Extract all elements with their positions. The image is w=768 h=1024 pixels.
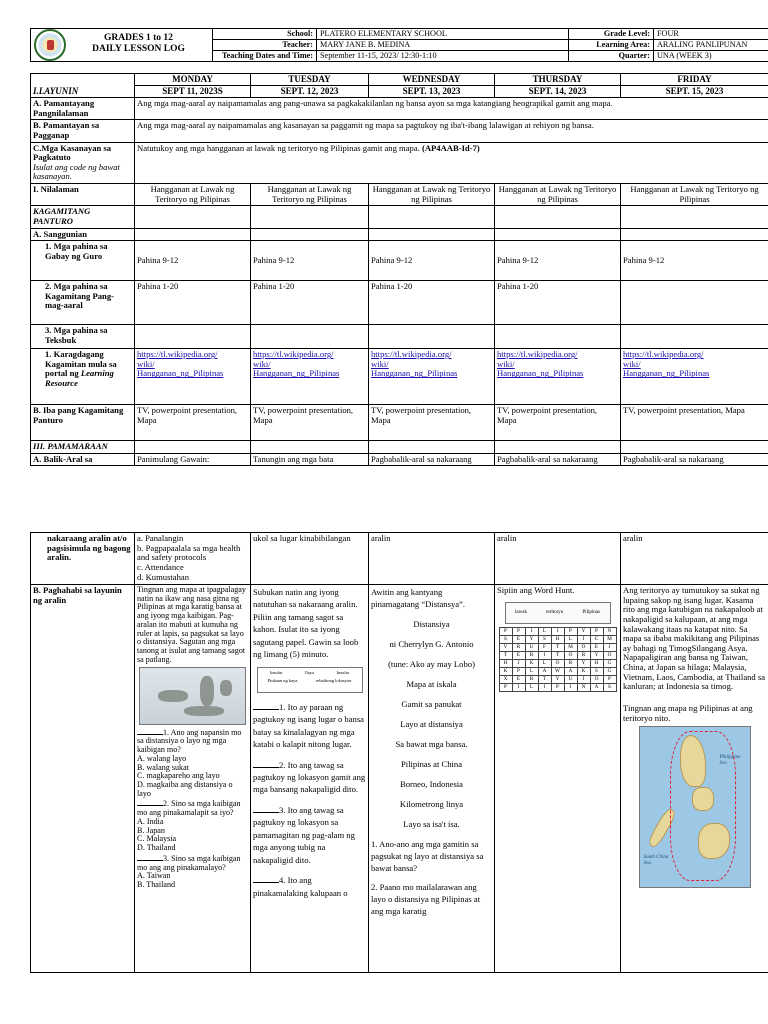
word-hunt-letter: T: [499, 651, 512, 659]
word-hunt-letter: Y: [590, 651, 603, 659]
word-hunt-letter: U: [564, 675, 577, 683]
fri-intro: Ang teritoryo ay tumutukoy sa sukat ng lupaing sakop ng isang lugar. Kasama rito ang mga katubigan na nakapaloob at nakapaligid sa kalupaan, at ang mga kalawakang itaas na katapat nito. Sa mapa sa ibaba makikitang ang Pilipinas ay bahagi ng TimogSilangang Asya. Napapaligiran ang bansa ng Taiwan, China, at Japan sa hilaga; Malaysia, Vietnam, Laos, Cambodia, at Thailand sa kanluran; at Indonesia sa timog.: [623, 585, 766, 692]
word-hunt-letter: N: [603, 627, 616, 635]
paghahabi-friday: [621, 585, 768, 973]
resource-link[interactable]: https://tl.wikipedia.org/: [137, 349, 218, 360]
word-hunt-letter: P: [551, 683, 564, 691]
word-hunt-word: lawak: [515, 609, 527, 615]
word-choice-box: [257, 667, 363, 693]
karagdagan-label: 1. Karagdagang Kagamitan mula sa portal ng: [45, 349, 117, 379]
word-hunt-letter: P: [603, 675, 616, 683]
layunin-heading: I.LAYUNIN: [31, 74, 135, 98]
mon-intro: Tingnan ang mapa at ipagpalagay natin na ikaw ang nasa gitna ng Pilipinas at mga karatig bansa at ang iyong mga kaibigan. Pag-aralan ito mabuti at kumuha ng ruler at lapis, sa pagsukat sa layo o distansiya. Sagutan ang mga tanong at isulat ang tamang sagot sa patlang.: [137, 585, 246, 664]
word-hunt-letter: R: [525, 675, 538, 683]
word-hunt-letter: P: [564, 627, 577, 635]
balik-friday: Pagbabalik-aral sa nakaraang: [621, 453, 768, 466]
word-hunt-letter: W: [551, 667, 564, 675]
pamantayang-pangnilalaman-text: Ang mga mag-aaral ay naipamamalas ang pang-unawa sa pagkakakilanlan ng bansa ayon sa mga katangiang heograpikal gamit ang mapa.: [135, 98, 768, 120]
word-hunt-letter: A: [564, 667, 577, 675]
thu-intro: Sipiin ang Word Hunt.: [497, 585, 575, 595]
nilalaman-monday: Hangganan at Lawak ng Teritoryo ng Pilipinas: [135, 184, 251, 206]
list-item: D. magkaiba ang distansiya o layo: [137, 780, 233, 798]
paghahabi-label: B. Paghahabi sa layunin ng aralin: [31, 585, 135, 973]
word-hunt-letter: P: [499, 627, 512, 635]
balik-aral-label: A. Balik-Aral sa: [31, 453, 135, 466]
link-cell-tuesday: [251, 349, 369, 405]
sanggunian-label: A. Sanggunian: [31, 228, 135, 241]
nilalaman-wednesday: Hangganan at Lawak ng Teritoryo ng Pilipinas: [369, 184, 495, 206]
tue-question-4: 4. Ito ang pinakamalaking kalupaan o: [253, 875, 348, 898]
word-hunt-letter: L: [525, 683, 538, 691]
link-cell-wednesday: [369, 349, 495, 405]
word-hunt-letter: O: [603, 651, 616, 659]
grade-label: Grade Level:: [569, 29, 654, 40]
paghahabi-monday: [135, 585, 251, 973]
fri-map-caption: Tingnan ang mapa ng Pilipinas at ang teritoryo nito.: [623, 702, 753, 723]
tue-question-1: 1. Ito ay paraan ng pagtukoy ng isang lugar o bansa batay sa kinalalagyan ng mga katabi o kalapit nitong lugar.: [253, 701, 364, 750]
resource-link[interactable]: wiki/: [137, 358, 155, 369]
word-hunt-letter: H: [551, 635, 564, 643]
word-hunt-letter: Y: [577, 659, 590, 667]
word-hunt-letter: V: [499, 643, 512, 651]
mon-question-3: 3. Sino sa mga kaibigan mo ang ang pinakamalayo?: [137, 853, 241, 872]
word-hunt-grid: [499, 627, 617, 692]
resource-link[interactable]: wiki/: [253, 358, 271, 369]
gabay-friday: Pahina 9-12: [621, 241, 768, 281]
word-hunt-letter: M: [603, 635, 616, 643]
word-choice: Insular: [269, 669, 283, 675]
nilalaman-tuesday: Hangganan at Lawak ng Teritoryo ng Pilipinas: [251, 184, 369, 206]
word-hunt-letter: G: [603, 659, 616, 667]
teksbuk-label: 3. Mga pahina sa Teksbuk: [31, 325, 135, 349]
word-hunt-letter: I: [577, 675, 590, 683]
list-item: A. Taiwan: [137, 871, 171, 881]
resource-link[interactable]: wiki/: [623, 358, 641, 369]
kasanayan-label: C.Mga Kasanayan sa Pagkatuto: [33, 142, 112, 163]
word-hunt-row: [499, 643, 616, 651]
list-item: b. Pagpapaalala sa mga health and safety protocols: [137, 542, 241, 563]
word-hunt-letter: O: [577, 643, 590, 651]
list-item: A. India: [137, 816, 164, 826]
word-hunt-word: Pilipinas: [582, 609, 600, 615]
word-hunt-letter: R: [525, 651, 538, 659]
balik-tuesday: Tanungin ang mga bata: [251, 453, 369, 466]
word-hunt-letter: U: [525, 643, 538, 651]
area-label: Learning Area:: [569, 40, 654, 51]
asia-map-image: [139, 667, 246, 725]
gabay-monday: Pahina 9-12: [135, 241, 251, 281]
word-hunt-letter: K: [525, 659, 538, 667]
word-hunt-letter: I: [577, 635, 590, 643]
map-label: Philippine Sea: [719, 755, 741, 766]
resource-link[interactable]: Hangganan_ng_Pilipinas: [497, 368, 584, 379]
word-hunt-letter: T: [551, 651, 564, 659]
resource-link[interactable]: wiki/: [371, 358, 389, 369]
link-cell-monday: [135, 349, 251, 405]
wed-intro: Awitin ang kantyang pinamagatang “Distansya”.: [371, 587, 466, 610]
word-hunt-letter: S: [590, 667, 603, 675]
word-hunt-letter: H: [590, 659, 603, 667]
balik-cont-monday: [135, 533, 251, 585]
list-item: B. Thailand: [137, 880, 176, 890]
resource-link[interactable]: https://tl.wikipedia.org/: [371, 349, 452, 360]
teacher-label: Teacher:: [213, 40, 317, 51]
list-item: A. walang layo: [137, 753, 187, 763]
school-label: School:: [213, 29, 317, 40]
date-thursday: SEPT. 14, 2023: [495, 86, 621, 98]
word-list-box: [505, 602, 611, 624]
word-hunt-letter: S: [538, 635, 551, 643]
pamantayan-pagganap-text: Ang mga mag-aaral ay naipamamalas ang kasanayan sa paggamit ng mapa sa pagtukoy ng iba't-ibang lalawigan at rehiyon ng bansa.: [135, 120, 768, 142]
lesson-table-2: [30, 532, 768, 973]
word-hunt-letter: E: [512, 675, 525, 683]
balik-cont-tuesday: ukol sa lugar kinabibilangan: [251, 533, 369, 585]
dates-value: September 11-15, 2023/ 12:30-1:10: [317, 51, 569, 62]
word-hunt-letter: R: [564, 659, 577, 667]
date-tuesday: SEPT. 12, 2023: [251, 86, 369, 98]
list-item: C. magkapareho ang layo: [137, 771, 220, 781]
word-hunt-letter: O: [590, 675, 603, 683]
kasanayan-code: (AP4AAB-Id-7): [421, 142, 480, 153]
word-hunt-row: [499, 651, 616, 659]
word-hunt-letter: J: [512, 659, 525, 667]
mon-question-2: 2. Sino sa mga kaibigan mo ang pinakamalapit sa iyo?: [137, 799, 241, 818]
resource-link[interactable]: https://tl.wikipedia.org/: [623, 349, 704, 360]
song-line: Kilometrong linya: [399, 799, 464, 810]
song-line: Pilipinas at China: [400, 759, 463, 770]
resource-link[interactable]: Hangganan_ng_Pilipinas: [253, 368, 340, 379]
word-hunt-row: [499, 635, 616, 643]
song-line: Sa bawat mga bansa.: [395, 739, 468, 750]
kagamitan-monday: Pahina 1-20: [135, 281, 251, 325]
word-hunt-letter: I: [538, 651, 551, 659]
word-hunt-letter: E: [512, 635, 525, 643]
song-line: Borneo, Indonesia: [399, 779, 463, 790]
teacher-value: MARY JANE B. MEDINA: [317, 40, 569, 51]
kagamitan-thursday: Pahina 1-20: [495, 281, 621, 325]
dates-label: Teaching Dates and Time:: [213, 51, 317, 62]
balik-cont-wednesday: aralin: [369, 533, 495, 585]
kagamitang-panturo-heading: KAGAMITANG PANTURO: [31, 206, 135, 228]
nilalaman-friday: Hangganan at Lawak ng Teritoryo ng Pilipinas: [621, 184, 768, 206]
link-cell-thursday: [495, 349, 621, 405]
list-item: B. Japan: [137, 825, 165, 835]
grade-value: FOUR: [654, 29, 768, 40]
song-line: ni Cherrylyn G. Antonio: [389, 639, 474, 650]
word-hunt-letter: P: [499, 683, 512, 691]
map-label: South China Sea: [643, 855, 669, 866]
word-hunt-letter: A: [538, 667, 551, 675]
date-monday: SEPT 11, 2023S: [135, 86, 251, 98]
mon-question-1: 1. Ano ang napansin mo sa distansiya o layo ng mga kaibigan mo?: [137, 727, 242, 755]
day-tuesday: TUESDAY: [251, 74, 369, 86]
header-title-line2: DAILY LESSON LOG: [92, 44, 185, 54]
word-hunt-letter: I: [551, 627, 564, 635]
word-hunt-row: [499, 627, 616, 635]
karagdagan-label-cell: [31, 349, 135, 405]
list-item: c. Attendance: [137, 561, 184, 572]
day-friday: FRIDAY: [621, 74, 768, 86]
balik-monday: Panimulang Gawain:: [135, 453, 251, 466]
list-item: D. Thailand: [137, 843, 176, 853]
gabay-label: 1. Mga pahina sa Gabay ng Guro: [31, 241, 135, 281]
wed-question-1: 1. Ano-ano ang mga gamitin sa pagsukat ng layo at distansiya sa bawat bansa?: [371, 839, 484, 874]
kasanayan-label-cell: [31, 142, 135, 184]
word-choice: Insular: [336, 669, 350, 675]
balik-wednesday: Pagbabalik-aral sa nakaraang: [369, 453, 495, 466]
karagdagan-label-italic: Learning Resource: [45, 368, 114, 388]
pamantayan-pagganap-label: B. Pamantayan sa Pagganap: [31, 120, 135, 142]
balik-cont-friday: aralin: [621, 533, 768, 585]
word-hunt-letter: J: [603, 643, 616, 651]
philippines-map-image: [639, 726, 751, 888]
word-hunt-letter: K: [499, 667, 512, 675]
word-hunt-row: [499, 667, 616, 675]
date-friday: SEPT. 15, 2023: [621, 86, 768, 98]
song-line: Gamit sa panukat: [401, 699, 462, 710]
word-hunt-row: [499, 683, 616, 691]
song-lyrics: [371, 618, 492, 830]
paghahabi-tuesday: [251, 585, 369, 973]
word-hunt-letter: P: [512, 667, 525, 675]
resource-link[interactable]: Hangganan_ng_Pilipinas: [371, 368, 458, 379]
word-hunt-letter: P: [590, 627, 603, 635]
iba-friday: TV, powerpoint presentation, Mapa: [621, 405, 768, 441]
word-hunt-letter: N: [577, 683, 590, 691]
word-hunt-letter: X: [499, 675, 512, 683]
header-table: [30, 28, 768, 62]
resource-link[interactable]: https://tl.wikipedia.org/: [253, 349, 334, 360]
tue-question-2: 2. Ito ang tawag sa pagtukoy ng lokasyon gamit ang mga bansang nakapaligid dito.: [253, 759, 366, 795]
word-hunt-letter: L: [564, 635, 577, 643]
nilalaman-thursday: Hangganan at Lawak ng Teritoryo ng Pilipinas: [495, 184, 621, 206]
gabay-wednesday: Pahina 9-12: [369, 241, 495, 281]
word-hunt-letter: O: [564, 651, 577, 659]
link-cell-friday: [621, 349, 768, 405]
tue-intro: Subukan natin ang iyong natutuhan sa nakaraang aralin. Piliin ang tamang sagot sa kahon. Isulat ito sa iyong sagutang papel. Gawin sa loob ng limang (5) minuto.: [253, 587, 359, 660]
word-hunt-letter: I: [564, 683, 577, 691]
word-hunt-letter: Y: [551, 675, 564, 683]
song-line: Mapa at iskala: [406, 679, 457, 690]
gabay-tuesday: Pahina 9-12: [251, 241, 369, 281]
list-item: a. Panalangin: [137, 533, 184, 543]
lesson-log-page-2: [30, 532, 768, 973]
kagamitan-tuesday: Pahina 1-20: [251, 281, 369, 325]
quarter-label: Quarter:: [569, 51, 654, 62]
header-title-cell: [31, 29, 213, 62]
quarter-value: UNA (WEEK 3): [654, 51, 768, 62]
word-hunt-row: [499, 659, 616, 667]
resource-link[interactable]: https://tl.wikipedia.org/: [497, 349, 578, 360]
header-title-line1: GRADES 1 to 12: [104, 33, 173, 43]
word-hunt-letter: I: [538, 683, 551, 691]
kagamitan-wednesday: Pahina 1-20: [369, 281, 495, 325]
word-hunt-letter: C: [590, 635, 603, 643]
word-hunt-letter: L: [538, 627, 551, 635]
kasanayan-text: Natutukoy ang mga hangganan at lawak ng teritoryo ng Pilipinas gamit ang mapa.: [137, 142, 420, 153]
word-hunt-letter: O: [551, 659, 564, 667]
balik-cont-thursday: aralin: [495, 533, 621, 585]
word-choice: Ilaya: [304, 669, 314, 675]
word-hunt-letter: M: [564, 643, 577, 651]
word-hunt-letter: R: [512, 643, 525, 651]
word-hunt-letter: T: [551, 643, 564, 651]
word-hunt-letter: G: [603, 667, 616, 675]
word-hunt-letter: R: [577, 651, 590, 659]
lesson-table-1: [30, 73, 768, 466]
word-hunt-letter: T: [538, 675, 551, 683]
balik-thursday: Pagbabalik-aral sa nakaraang: [495, 453, 621, 466]
word-hunt-letter: F: [538, 643, 551, 651]
day-thursday: THURSDAY: [495, 74, 621, 86]
tue-question-3: 3. Ito ang tawag sa pagtukoy ng lokasyon sa pamamagitan ng pag-alam ng mga anyong tubig na nakapaligid dito.: [253, 804, 355, 865]
resource-link[interactable]: wiki/: [497, 358, 515, 369]
word-hunt-letter: A: [590, 683, 603, 691]
resource-link[interactable]: Hangganan_ng_Pilipinas: [623, 368, 710, 379]
word-hunt-row: [499, 675, 616, 683]
word-hunt-letter: Y: [577, 627, 590, 635]
song-line: Layo at distansiya: [400, 719, 463, 730]
pamamaraan-heading: III. PAMAMARAAN: [31, 441, 135, 454]
list-item: B. walang sukat: [137, 762, 189, 772]
school-value: PLATERO ELEMENTARY SCHOOL: [317, 29, 569, 40]
iba-monday: TV, powerpoint presentation, Mapa: [135, 405, 251, 441]
word-hunt-word: teritoryo: [546, 609, 564, 615]
word-hunt-letter: I: [525, 627, 538, 635]
wed-question-2: 2. Paano mo mailalarawan ang layo o distansiya ng Pilipinas at ang mga karatig: [371, 881, 481, 916]
paghahabi-thursday: [495, 585, 621, 973]
word-hunt-letter: S: [603, 683, 616, 691]
deped-seal-logo: [34, 29, 66, 61]
word-hunt-letter: P: [512, 627, 525, 635]
list-item: C. Malaysia: [137, 834, 177, 844]
kagamitan-friday: [621, 281, 768, 325]
pamantayang-pangnilalaman-label: A. Pamantayang Pangnilalaman: [31, 98, 135, 120]
iba-pang-kagamitan-label: B. Iba pang Kagamitang Panturo: [31, 405, 135, 441]
gabay-thursday: Pahina 9-12: [495, 241, 621, 281]
word-hunt-letter: L: [538, 659, 551, 667]
nilalaman-label: I. Nilalaman: [31, 184, 135, 206]
area-value: ARALING PANLIPUNAN: [654, 40, 768, 51]
song-line: Distansiya: [413, 619, 450, 630]
word-hunt-letter: L: [525, 667, 538, 675]
word-hunt-letter: Y: [525, 635, 538, 643]
word-hunt-letter: E: [590, 643, 603, 651]
word-choice: Pinkaan ng kaya: [267, 677, 298, 683]
date-wednesday: SEPT. 13, 2023: [369, 86, 495, 98]
kasanayan-note: Isulat ang code ng bawat kasanayan.: [33, 161, 120, 182]
iba-tuesday: TV, powerpoint presentation, Mapa: [251, 405, 369, 441]
word-hunt-letter: I: [512, 683, 525, 691]
resource-link[interactable]: Hangganan_ng_Pilipinas: [137, 368, 224, 379]
song-line: (tune: Ako ay may Lobo): [388, 659, 475, 670]
word-hunt-letter: H: [499, 659, 512, 667]
day-monday: MONDAY: [135, 74, 251, 86]
lesson-log-page-1: [30, 28, 768, 466]
list-item: d. Kumustahan: [137, 571, 190, 582]
kagamitan-mag-aaral-label: 2. Mga pahina sa Kagamitang Pang-mag-aaral: [31, 281, 135, 325]
kasanayan-text-cell: [135, 142, 768, 184]
iba-thursday: TV, powerpoint presentation, Mapa: [495, 405, 621, 441]
day-wednesday: WEDNESDAY: [369, 74, 495, 86]
word-hunt-letter: K: [577, 667, 590, 675]
paghahabi-wednesday: [369, 585, 495, 973]
word-choice: relatibong lokasyon: [315, 677, 352, 683]
word-hunt-letter: S: [499, 635, 512, 643]
song-line: Layo sa isa't isa.: [403, 819, 460, 830]
iba-wednesday: TV, powerpoint presentation, Mapa: [369, 405, 495, 441]
word-hunt-letter: E: [512, 651, 525, 659]
balik-aral-cont-label: nakaraang aralin at/o pagsisimula ng bagong aralin.: [31, 533, 135, 585]
